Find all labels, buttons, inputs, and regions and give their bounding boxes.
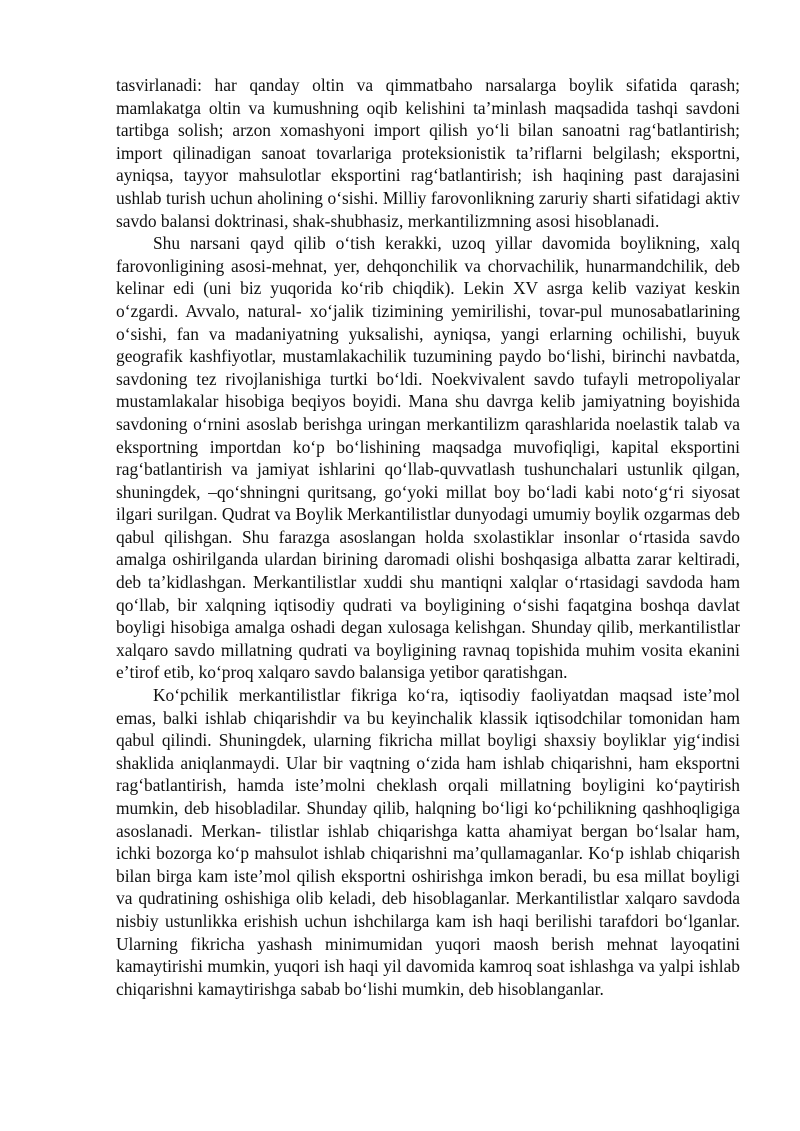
paragraph-1: tasvirlanadi: har qanday oltin va qimmatbaho narsalarga boylik sifatida qarash; mamlakatga oltin va kumushning oqib kelishini taʼminlash maqsadida tashqi savdoni tartibga solish; arzon xomashyoni import qilish yoʻli bilan sanoatni ragʻbatlantirish; import qilinadigan sanoat tovarlariga proteksionistik taʼriflarni belgilash; eksportni, ayniqsa, tayyor mahsulotlar eksportini ragʻbatlantirish; ish haqining past darajasini ushlab turish uchun aholining oʻsishi. Milliy farovonlikning zaruriy sharti sifatidagi aktiv savdo balansi doktrinasi, shak-shubhasiz, merkantilizmning asosi hisoblanadi. <box>116 75 740 231</box>
paragraph-3: Koʻpchilik merkantilistlar fikriga koʻra, iqtisodiy faoliyatdan maqsad isteʼmol emas, balki ishlab chiqarishdir va bu keyinchalik klassik iqtisodchilar tomonidan ham qabul qilindi. Shuningdek, ularning fikricha millat boyligi shaxsiy boyliklar yigʻindisi shaklida aniqlanmaydi. Ular bir vaqtning oʻzida ham ishlab chiqarishni, ham eksportni ragʻbatlantirish, hamda isteʼmolni cheklash orqali millatning boyligini koʻpaytirish mumkin, deb hisobladilar. Shunday qilib, halqning boʻligi koʻpchilikning qashhoqligiga asoslanadi. Merkan- tilistlar ishlab chiqarishga katta ahamiyat bergan boʻlsalar ham, ichki bozorga koʻp mahsulot ishlab chiqarishni maʼqullamaganlar. Koʻp ishlab chiqarish bilan birga kam isteʼmol qilish eksportni oshirishga imkon beradi, bu esa millat boyligi va qudratining oshishiga olib keladi, deb hisoblaganlar. Merkantilistlar xalqaro savdoda nisbiy ustunlikka erishish uchun ishchilarga kam ish haqi berilishi tarafdori boʻlganlar. Ularning fikricha yashash minimumidan yuqori maosh berish mehnat layoqatini kamaytirishi mumkin, yuqori ish haqi yil davomida kamroq soat ishlashga va yalpi ishlab chiqarishni kamaytirishga sabab boʻlishi mumkin, deb hisoblanganlar. <box>116 685 740 999</box>
document-page <box>116 74 740 1000</box>
paragraph-2: Shu narsani qayd qilib oʻtish kerakki, uzoq yillar davomida boylikning, xalq farovonligining asosi-mehnat, yer, dehqonchilik va chorvachilik, hunarmandchilik, deb kelinar edi (uni biz yuqorida koʻrib chiqdik). Lekin XV asrga kelib vaziyat keskin oʻzgardi. Avvalo, natural- xoʻjalik tizimining yemirilishi, tovar-pul munosabatlarining oʻsishi, fan va madaniyatning yuksalishi, ayniqsa, yangi erlarning ochilishi, buyuk geografik kashfiyotlar, mustamlakachilik tuzumining paydo boʻlishi, birinchi navbatda, savdoning tez rivojlanishiga turtki boʻldi. Noekvivalent savdo tufayli metropoliyalar mustamlakalar hisobiga beqiyos boyidi. Mana shu davrga kelib jamiyatning boyishida savdoning oʻrnini asoslab berishga uringan merkantilizm qarashlarida noelastik talab va eksportning importdan koʻp boʻlishining maqsadga muvofiqligi, kapital eksportini ragʻbatlantirish va jamiyat ishlarini qoʻllab-quvvatlash tushunchalari ustunlik qilgan, shuningdek, –qoʻshningni quritsang, goʻyoki millat boy boʻladi kabi notoʻgʻri siyosat ilgari surilgan. Qudrat va Boylik Merkantilistlar dunyodagi umumiy boylik ozgarmas deb qabul qilishgan. Shu farazga asoslangan holda sxolastiklar insonlar oʻrtasida savdo amalga oshirilganda ulardan birining daromadi olishi boshqasiga albatta zarar keltiradi, deb taʼkidlashgan. Merkantilistlar xuddi shu mantiqni xalqlar oʻrtasidagi savdoda ham qoʻllab, bir xalqning iqtisodiy qudrati va boyligining oʻsishi faqatgina boshqa davlat boyligi hisobiga amalga oshadi degan xulosaga kelishgan. Shunday qilib, merkantilistlar xalqaro savdo millatning qudrati va boyligining ravnaq topishida muhim vosita ekanini eʼtirof etib, koʻproq xalqaro savdo balansiga yetibor qaratishgan. <box>116 233 740 683</box>
